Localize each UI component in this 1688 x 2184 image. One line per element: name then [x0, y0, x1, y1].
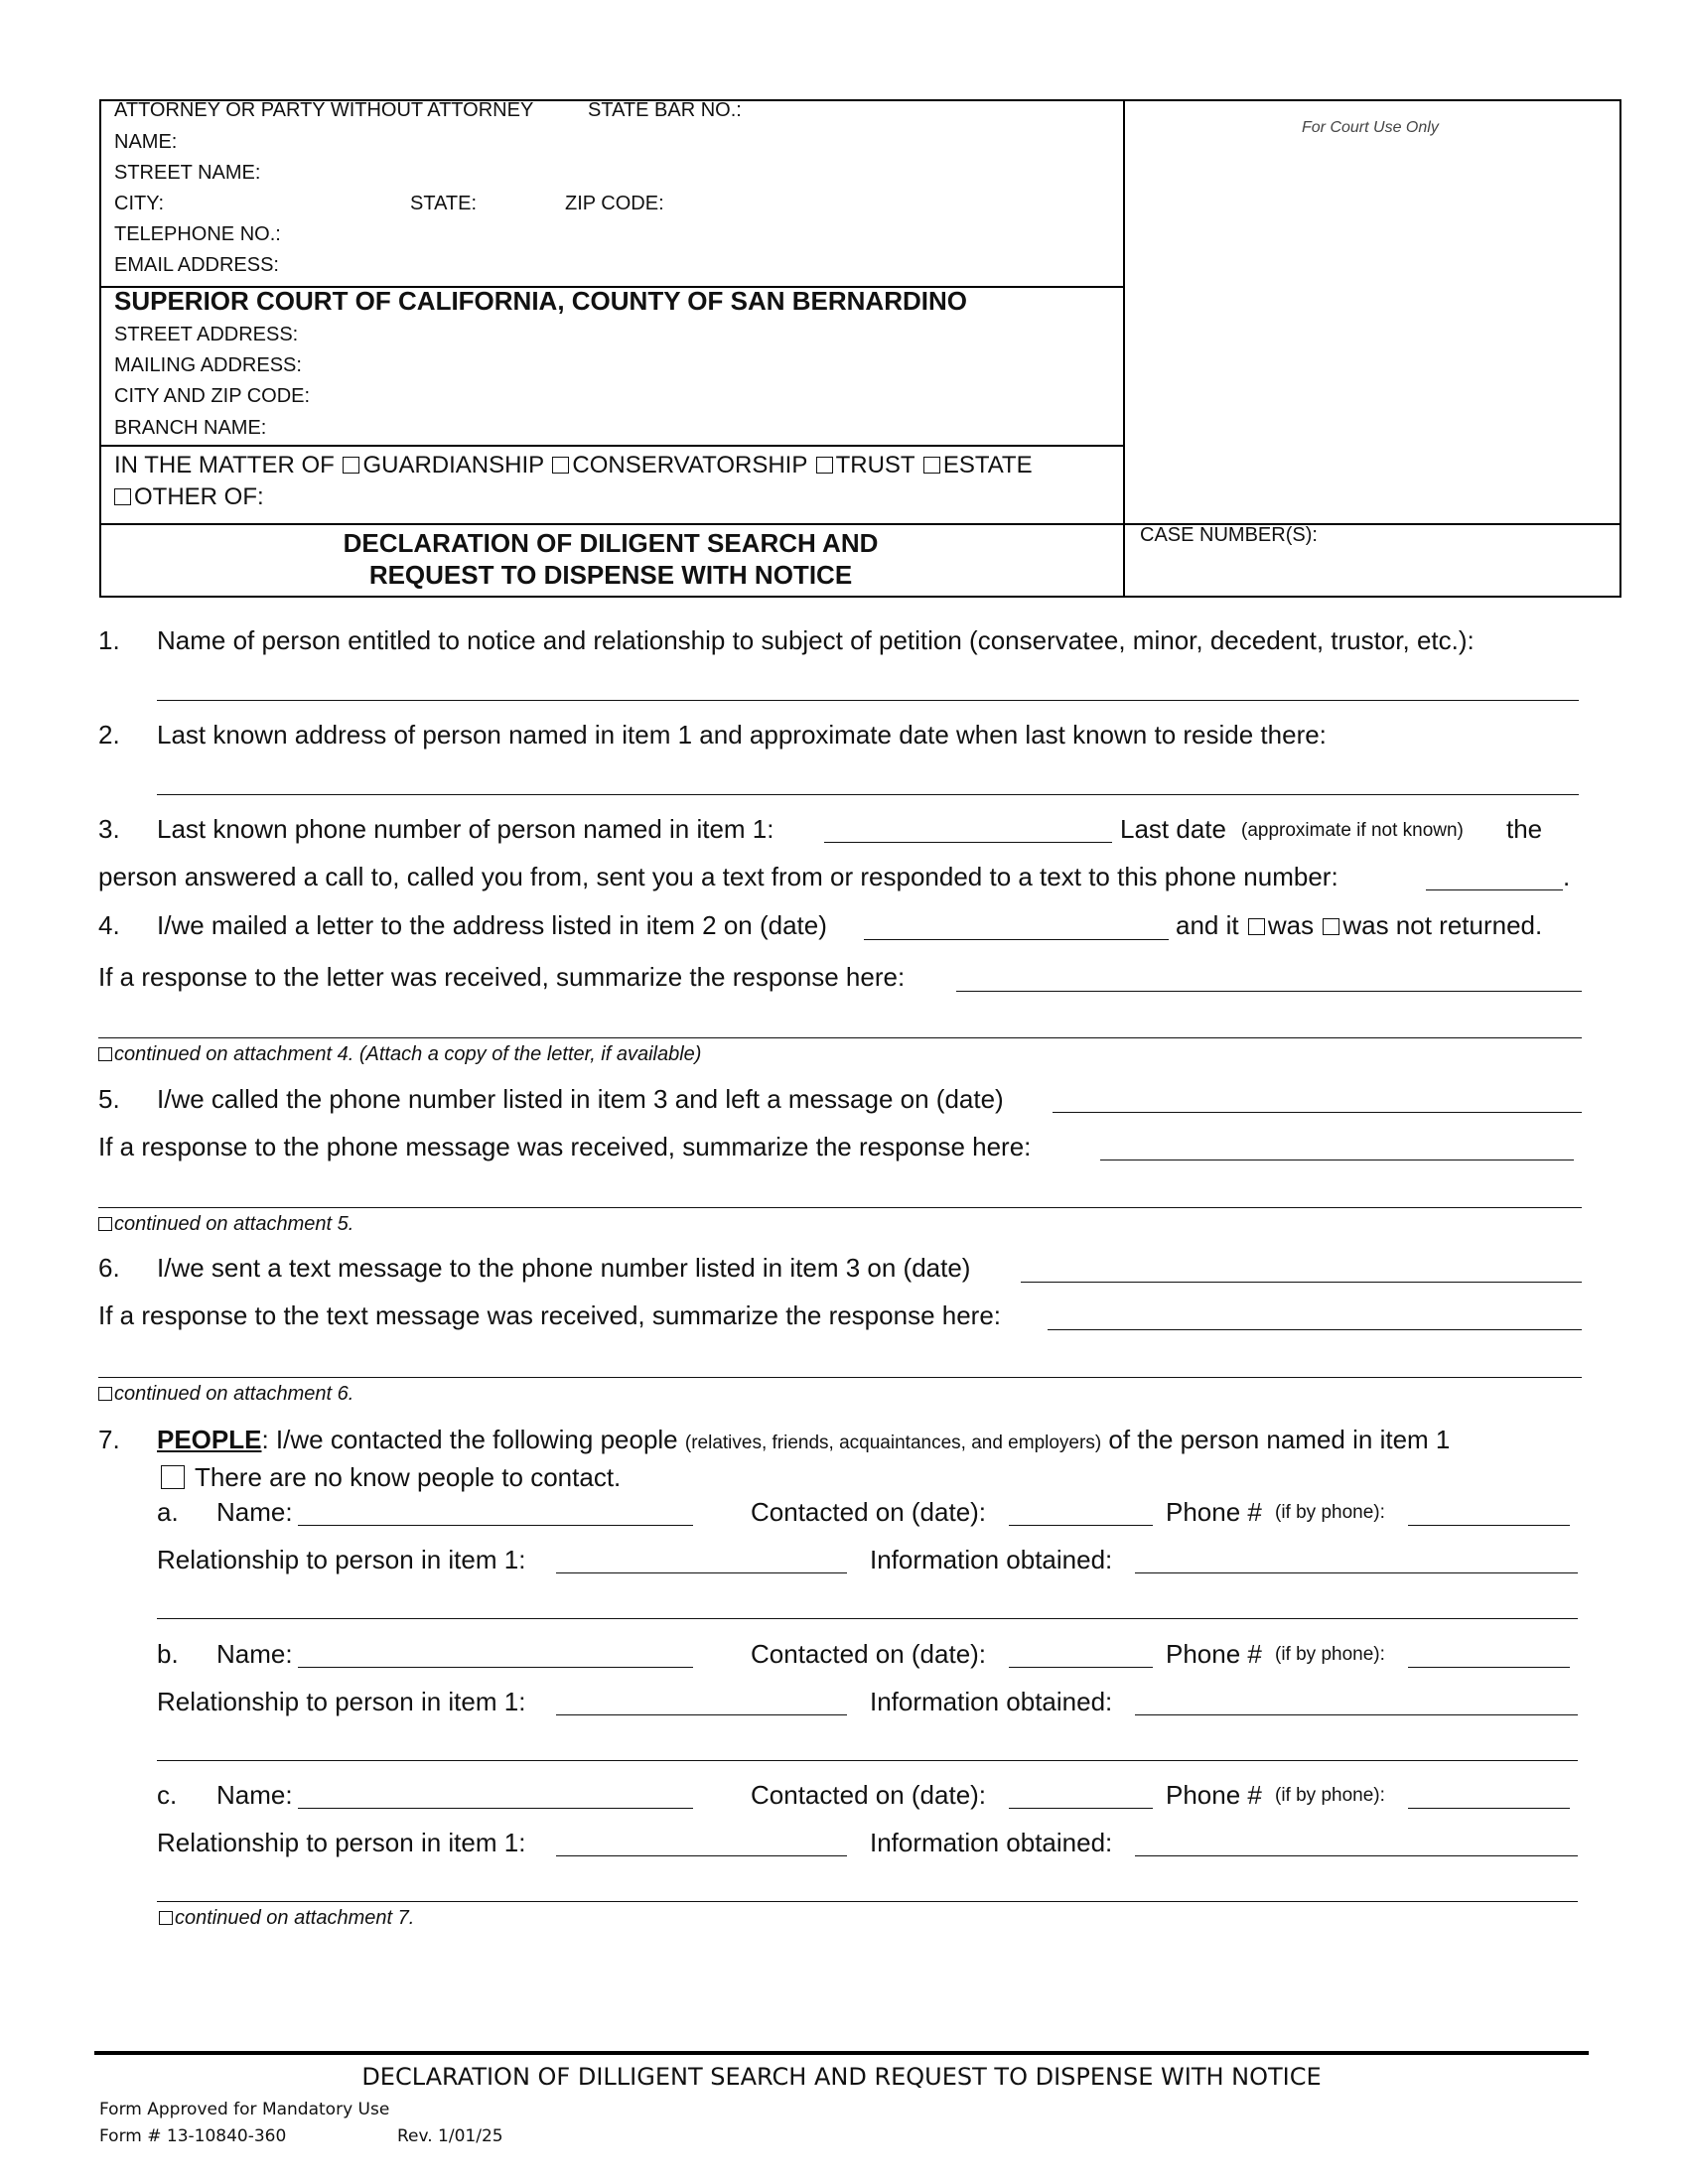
contact-c-info-label: Information obtained:	[870, 1828, 1113, 1857]
contact-b-date-line[interactable]	[1009, 1667, 1153, 1668]
item4-response-line-2[interactable]	[98, 1037, 1582, 1038]
item4-and-it: and it	[1176, 910, 1239, 940]
item5-continued	[98, 1213, 353, 1236]
item6-number: 6.	[98, 1253, 120, 1283]
footer-rule	[94, 2051, 1589, 2055]
contact-a-contacted-label: Contacted on (date):	[751, 1497, 987, 1527]
city-label: CITY:	[114, 193, 165, 214]
contact-a-info-line-2[interactable]	[157, 1618, 1578, 1619]
item4-continued-label: continued on attachment 4. (Attach a copy of the letter, if available)	[114, 1043, 702, 1065]
item7-people-label: PEOPLE	[157, 1425, 262, 1454]
item6-continued-checkbox[interactable]	[98, 1387, 112, 1401]
trust-label: TRUST	[835, 452, 915, 478]
item2-text: Last known address of person named in item 1 and approximate date when last known to reside there:	[157, 720, 1327, 750]
other-label: OTHER OF:	[134, 483, 264, 510]
matter-line	[114, 452, 1033, 479]
item6-continued-label: continued on attachment 6.	[114, 1383, 354, 1405]
contact-c-name-label: Name:	[216, 1780, 293, 1810]
contact-a-name-label: Name:	[216, 1497, 293, 1527]
contact-c-relationship-line[interactable]	[556, 1855, 847, 1856]
item4-date-line[interactable]	[864, 939, 1169, 940]
street-address-label: STREET ADDRESS:	[114, 324, 299, 345]
caption-box	[99, 99, 1621, 598]
footer-revision: Rev. 1/01/25	[397, 2126, 503, 2146]
contact-b-relationship-line[interactable]	[556, 1714, 847, 1715]
contact-a-relationship-line[interactable]	[556, 1572, 847, 1573]
contact-b-info-line[interactable]	[1135, 1714, 1578, 1715]
state-label: STATE:	[410, 193, 478, 214]
email-label: EMAIL ADDRESS:	[114, 254, 279, 276]
contact-b-contacted-label: Contacted on (date):	[751, 1639, 987, 1669]
contact-a-relationship-label: Relationship to person in item 1:	[157, 1545, 526, 1574]
contact-c-phone-line[interactable]	[1408, 1808, 1570, 1809]
guardianship-label: GUARDIANSHIP	[362, 452, 544, 478]
item7-text: : I/we contacted the following people	[261, 1425, 678, 1454]
item5-text: I/we called the phone number listed in item 3 and left a message on (date)	[157, 1084, 1004, 1114]
telephone-label: TELEPHONE NO.:	[114, 223, 281, 245]
contact-c-info-line-2[interactable]	[157, 1901, 1578, 1902]
estate-label: ESTATE	[942, 452, 1033, 478]
item1-number: 1.	[98, 625, 120, 655]
item3-the: the	[1506, 814, 1543, 844]
item3-number: 3.	[98, 814, 120, 844]
city-zip-label: CITY AND ZIP CODE:	[114, 385, 311, 407]
guardianship-checkbox[interactable]	[343, 457, 359, 474]
street-name-label: STREET NAME:	[114, 162, 261, 184]
item5-continued-checkbox[interactable]	[98, 1217, 112, 1231]
item7-no-people	[161, 1462, 621, 1493]
contact-b-info-label: Information obtained:	[870, 1687, 1113, 1716]
caption-divider-2	[101, 445, 1124, 447]
form-title-line2: REQUEST TO DISPENSE WITH NOTICE	[368, 560, 853, 590]
contact-b-letter: b.	[157, 1639, 179, 1669]
item4-continued-checkbox[interactable]	[98, 1047, 112, 1061]
item7-no-people-label: There are no know people to contact.	[195, 1462, 622, 1492]
form-title-line1: DECLARATION OF DILIGENT SEARCH AND	[343, 528, 879, 558]
item3-phone-line[interactable]	[824, 842, 1112, 843]
conservatorship-label: CONSERVATORSHIP	[572, 452, 807, 478]
item7-heading	[157, 1425, 1450, 1455]
item5-response-label: If a response to the phone message was received, summarize the response here:	[98, 1132, 1032, 1161]
footer-title: DECLARATION OF DILLIGENT SEARCH AND REQUEST TO DISPENSE WITH NOTICE	[361, 2063, 1322, 2091]
item6-response-line-2[interactable]	[98, 1377, 1582, 1378]
item1-text: Name of person entitled to notice and relationship to subject of petition (conservatee, minor, decedent, trustor, etc.):	[157, 625, 1475, 655]
contact-a-info-label: Information obtained:	[870, 1545, 1113, 1574]
contact-c-phone-paren: (if by phone):	[1275, 1785, 1385, 1806]
contact-a-info-line[interactable]	[1135, 1572, 1578, 1573]
caption-divider-3	[101, 523, 1621, 525]
item4-returned-options	[1176, 910, 1542, 941]
item4-was-not-checkbox[interactable]	[1323, 918, 1339, 935]
item4-was-label: was	[1267, 910, 1315, 940]
item7-continued	[159, 1907, 414, 1930]
item3-approx-note: (approximate if not known)	[1241, 820, 1464, 841]
item7-text-2: of the person named in item 1	[1108, 1425, 1451, 1454]
attorney-label: ATTORNEY OR PARTY WITHOUT ATTORNEY	[114, 99, 534, 121]
contact-c-info-line[interactable]	[1135, 1855, 1578, 1856]
name-label: NAME:	[114, 131, 178, 153]
item3-period: .	[1563, 862, 1571, 891]
branch-name-label: BRANCH NAME:	[114, 417, 267, 439]
mailing-address-label: MAILING ADDRESS:	[114, 354, 302, 376]
item5-date-line[interactable]	[1053, 1112, 1582, 1113]
state-bar-label: STATE BAR NO.:	[588, 99, 742, 121]
item3-last-date-label: Last date	[1120, 814, 1226, 844]
conservatorship-checkbox[interactable]	[552, 457, 569, 474]
contact-a-phone-line[interactable]	[1408, 1525, 1570, 1526]
item4-was-not-label: was not returned.	[1342, 910, 1543, 940]
matter-label: IN THE MATTER OF	[114, 452, 335, 478]
case-number-label: CASE NUMBER(S):	[1140, 524, 1318, 546]
item7-no-people-checkbox[interactable]	[161, 1465, 185, 1489]
contact-b-relationship-label: Relationship to person in item 1:	[157, 1687, 526, 1716]
court-use-label: For Court Use Only	[1302, 119, 1439, 136]
item5-continued-label: continued on attachment 5.	[114, 1213, 354, 1235]
item2-number: 2.	[98, 720, 120, 750]
item7-paren: (relatives, friends, acquaintances, and employers)	[684, 1433, 1102, 1453]
contact-b-name-label: Name:	[216, 1639, 293, 1669]
contact-a-phone-label: Phone #	[1166, 1497, 1262, 1527]
zip-label: ZIP CODE:	[565, 193, 664, 214]
contact-a-date-line[interactable]	[1009, 1525, 1153, 1526]
item4-text: I/we mailed a letter to the address listed in item 2 on (date)	[157, 910, 827, 940]
contact-b-info-line-2[interactable]	[157, 1760, 1578, 1761]
item3-text-2: person answered a call to, called you from, sent you a text from or responded to a text to this phone number:	[98, 862, 1338, 891]
item7-continued-checkbox[interactable]	[159, 1911, 173, 1925]
contact-a-letter: a.	[157, 1497, 179, 1527]
contact-c-relationship-label: Relationship to person in item 1:	[157, 1828, 526, 1857]
item1-answer-line[interactable]	[157, 700, 1579, 701]
contact-c-name-line[interactable]	[298, 1808, 693, 1809]
item6-response-label: If a response to the text message was received, summarize the response here:	[98, 1300, 1002, 1330]
contact-c-date-line[interactable]	[1009, 1808, 1153, 1809]
contact-c-phone-label: Phone #	[1166, 1780, 1262, 1810]
estate-checkbox[interactable]	[923, 457, 940, 474]
other-line	[114, 483, 264, 511]
footer-form-number: Form # 13-10840-360	[99, 2126, 287, 2146]
item3-text: Last known phone number of person named in item 1:	[157, 814, 774, 844]
trust-checkbox[interactable]	[816, 457, 833, 474]
contact-a-phone-paren: (if by phone):	[1275, 1502, 1385, 1523]
item3-date-line[interactable]	[1426, 889, 1563, 890]
contact-c-letter: c.	[157, 1780, 178, 1810]
item7-continued-label: continued on attachment 7.	[175, 1907, 415, 1929]
contact-a-name-line[interactable]	[298, 1525, 693, 1526]
item7-number: 7.	[98, 1425, 120, 1454]
contact-b-name-line[interactable]	[298, 1667, 693, 1668]
item6-text: I/we sent a text message to the phone number listed in item 3 on (date)	[157, 1253, 971, 1283]
item6-continued	[98, 1383, 353, 1406]
footer-approved: Form Approved for Mandatory Use	[99, 2100, 390, 2119]
contact-b-phone-line[interactable]	[1408, 1667, 1570, 1668]
item6-date-line[interactable]	[1021, 1282, 1582, 1283]
item5-number: 5.	[98, 1084, 120, 1114]
item2-answer-line[interactable]	[157, 794, 1579, 795]
item6-response-line[interactable]	[1048, 1329, 1582, 1330]
court-name: SUPERIOR COURT OF CALIFORNIA, COUNTY OF SAN BERNARDINO	[114, 286, 967, 316]
item4-number: 4.	[98, 910, 120, 940]
item5-response-line-2[interactable]	[98, 1207, 1582, 1208]
item4-response-line[interactable]	[956, 991, 1582, 992]
item4-continued	[98, 1043, 701, 1066]
item4-response-label: If a response to the letter was received, summarize the response here:	[98, 962, 906, 992]
contact-c-contacted-label: Contacted on (date):	[751, 1780, 987, 1810]
contact-b-phone-label: Phone #	[1166, 1639, 1262, 1669]
contact-b-phone-paren: (if by phone):	[1275, 1644, 1385, 1665]
item4-was-checkbox[interactable]	[1248, 918, 1265, 935]
other-checkbox[interactable]	[114, 488, 131, 505]
